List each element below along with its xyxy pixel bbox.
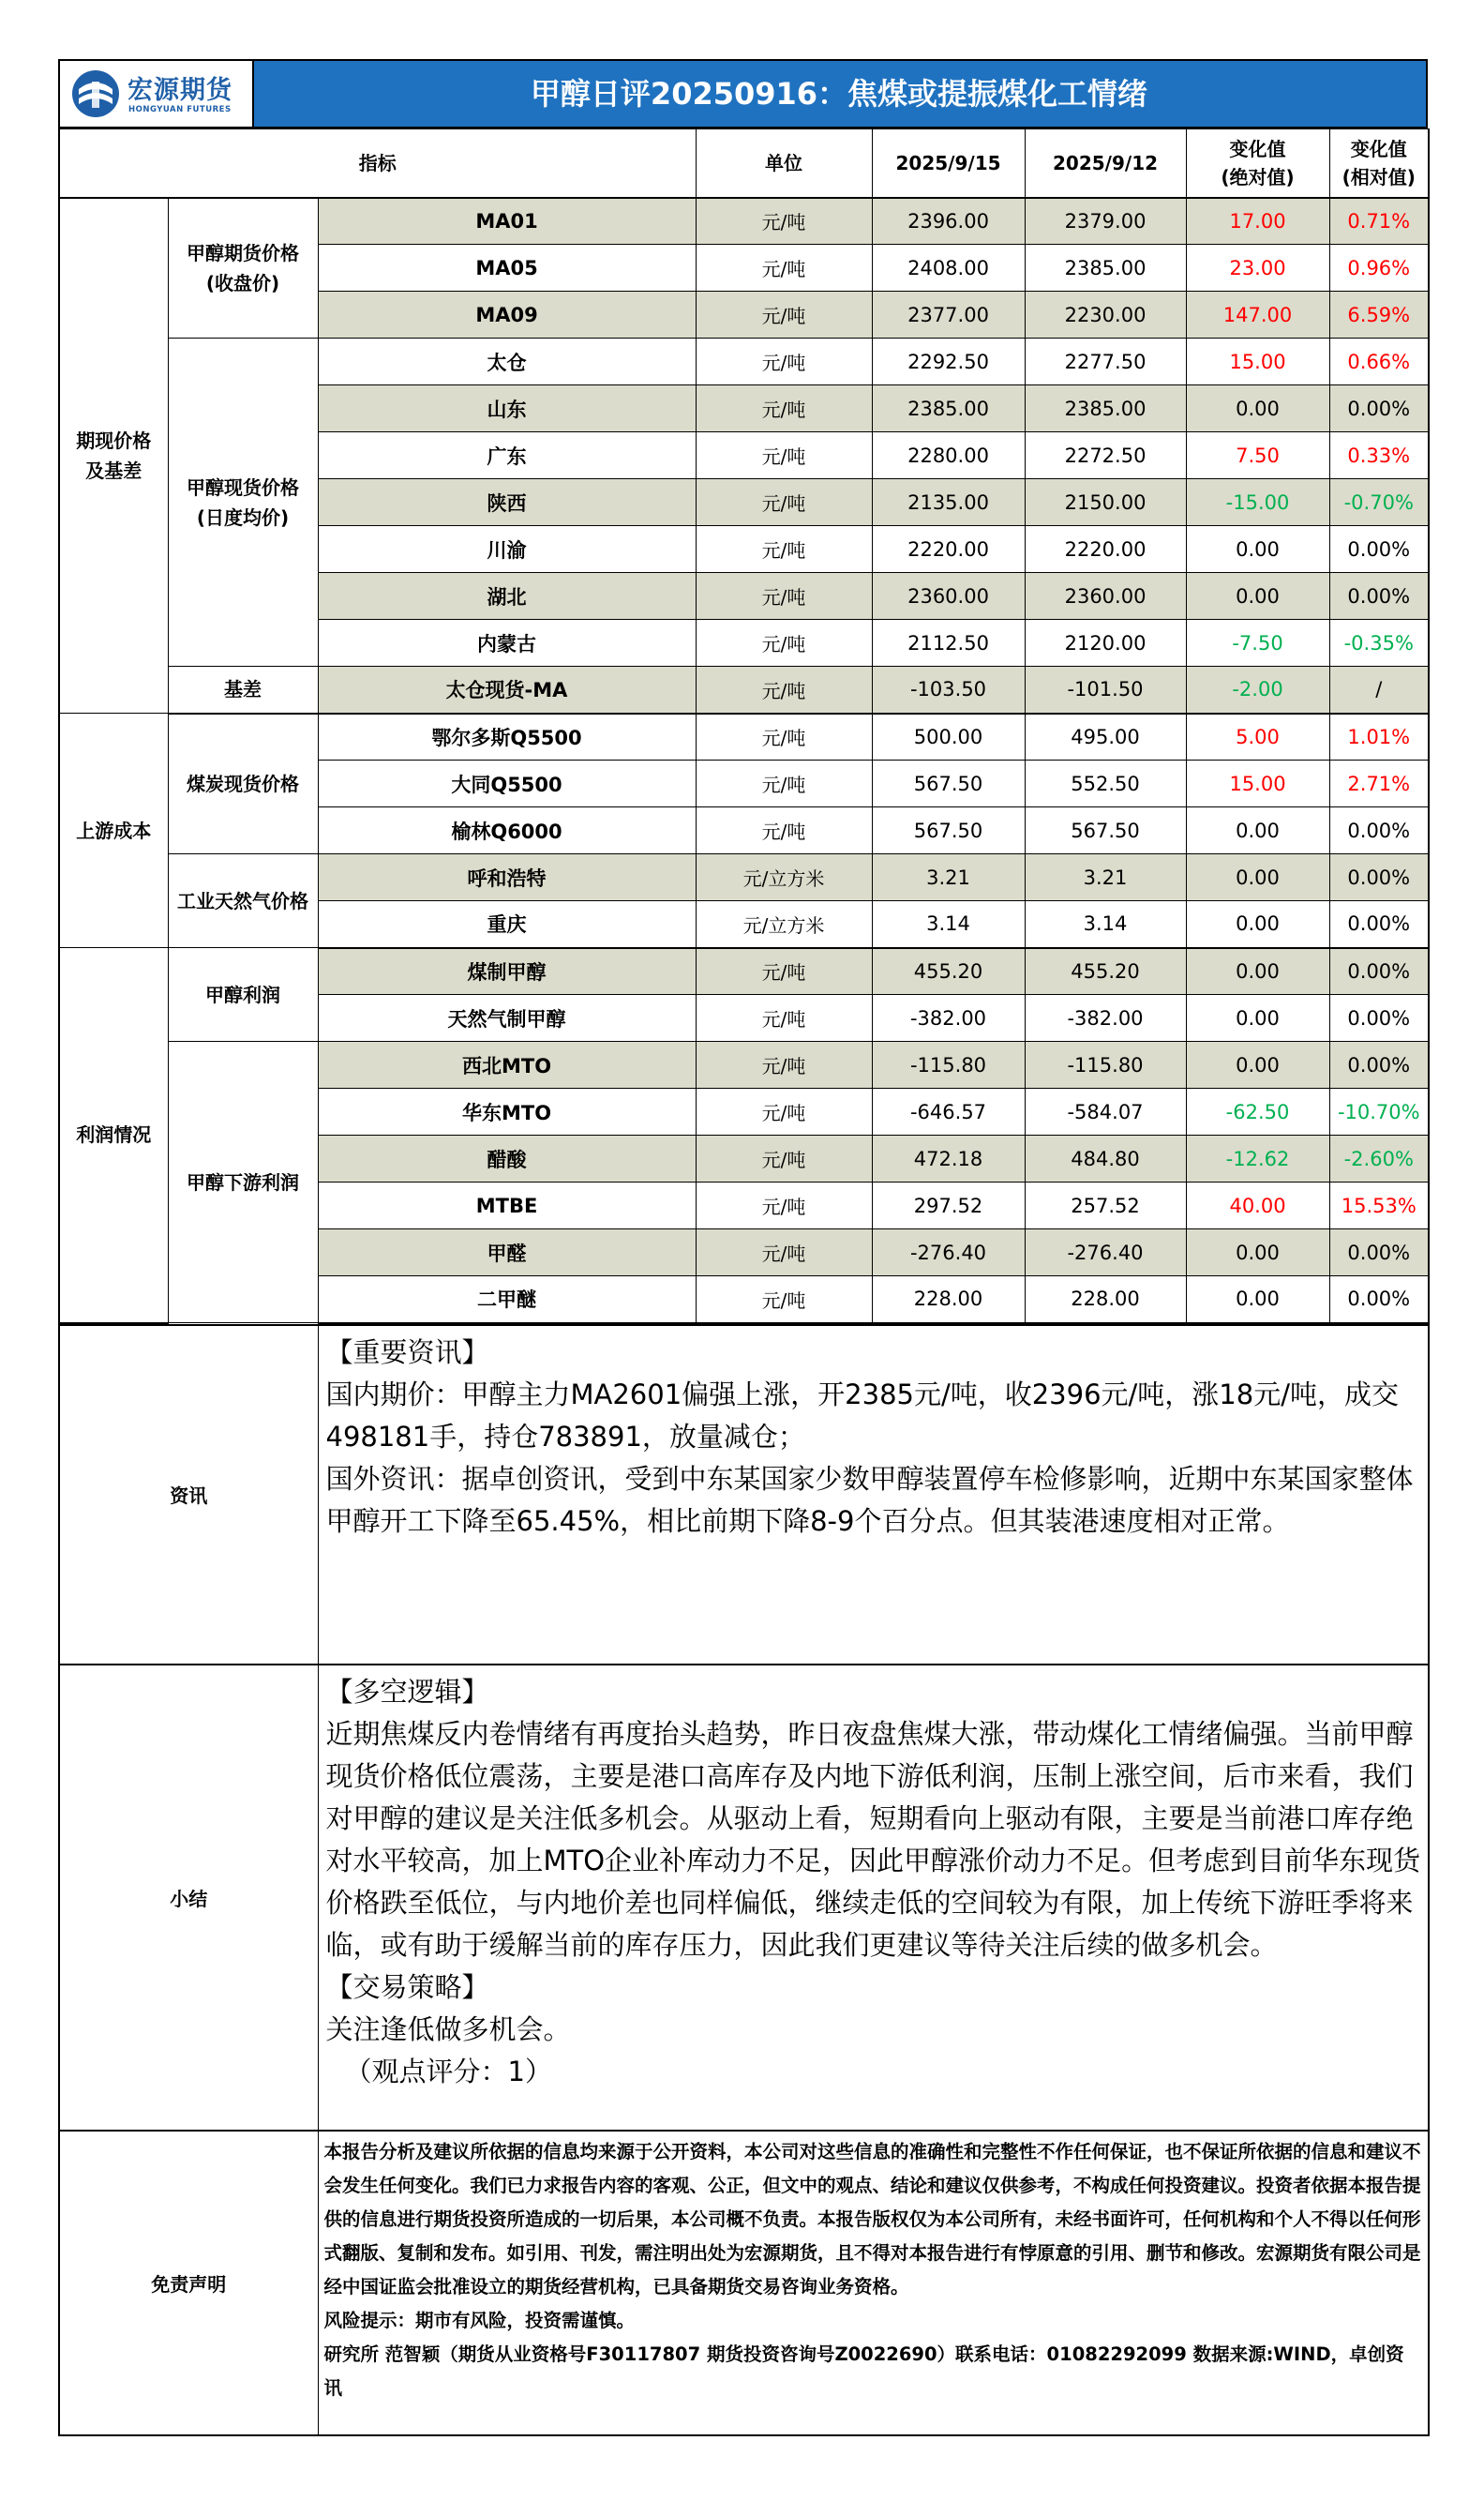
change-rel: 0.00%: [1329, 1276, 1429, 1323]
news-body: [318, 1325, 1429, 1665]
value-date2: 2150.00: [1025, 479, 1186, 526]
change-rel: 15.53%: [1329, 1183, 1429, 1229]
header-date2: 2025/9/12: [1025, 129, 1186, 198]
value-date2: -276.40: [1025, 1229, 1186, 1276]
change-rel: 0.00%: [1329, 995, 1429, 1042]
indicator-name: MA09: [318, 292, 696, 339]
change-abs: 0.00: [1186, 948, 1329, 995]
value-date1: 2377.00: [872, 292, 1025, 339]
table-row: [59, 198, 1429, 245]
value-date2: -382.00: [1025, 995, 1186, 1042]
strategy-text: 关注逢低做多机会。: [325, 2012, 571, 2045]
value-date2: 2120.00: [1025, 620, 1186, 667]
unit-cell: 元/立方米: [696, 901, 872, 948]
disclaimer-label: 免责声明: [59, 2131, 318, 2435]
table-row: [59, 854, 1429, 901]
value-date1: 2396.00: [872, 198, 1025, 245]
change-abs: 0.00: [1186, 995, 1329, 1042]
value-date2: -101.50: [1025, 667, 1186, 714]
value-date1: 2280.00: [872, 432, 1025, 479]
value-date2: 567.50: [1025, 807, 1186, 854]
change-abs: 147.00: [1186, 292, 1329, 339]
change-rel: 2.71%: [1329, 761, 1429, 807]
unit-cell: 元/吨: [696, 620, 872, 667]
header-unit: 单位: [696, 129, 872, 198]
value-date2: 552.50: [1025, 761, 1186, 807]
unit-cell: 元/吨: [696, 1183, 872, 1229]
news-foreign: 国外资讯：据卓创资讯，受到中东某国家少数甲醇装置停车检修影响，近期中东某国家整体甲醇开工下降至65.45%，相比前期下降8-9个百分点。但其装港速度相对正常。: [325, 1462, 1414, 1537]
indicator-name: 煤制甲醇: [318, 948, 696, 995]
header-indicator: 指标: [59, 129, 696, 198]
group-label: 期现价格 及基差: [59, 198, 168, 714]
value-date1: 228.00: [872, 1276, 1025, 1323]
indicator-name: MA01: [318, 198, 696, 245]
change-abs: 0.00: [1186, 573, 1329, 620]
value-date1: -276.40: [872, 1229, 1025, 1276]
summary-label: 小结: [59, 1665, 318, 2131]
change-rel: 0.66%: [1329, 339, 1429, 385]
unit-cell: 元/吨: [696, 1229, 872, 1276]
unit-cell: 元/吨: [696, 807, 872, 854]
table-row: [59, 1042, 1429, 1089]
value-date1: -115.80: [872, 1042, 1025, 1089]
indicator-name: 二甲醚: [318, 1276, 696, 1323]
value-date2: 2360.00: [1025, 573, 1186, 620]
subgroup-label: 甲醇现货价格 (日度均价): [168, 339, 318, 667]
change-rel: 0.00%: [1329, 807, 1429, 854]
news-label: 资讯: [59, 1325, 318, 1665]
indicator-name: 山东: [318, 385, 696, 432]
table-row: [59, 339, 1429, 385]
unit-cell: 元/立方米: [696, 854, 872, 901]
value-date1: 2220.00: [872, 526, 1025, 573]
logic-text: 近期焦煤反内卷情绪有再度抬头趋势，昨日夜盘焦煤大涨，带动煤化工情绪偏强。当前甲醇现货价格低位震荡，主要是港口高库存及内地下游低利润，压制上涨空间，后市来看，我们对甲醇的建议是关注低多机会。从驱动上看，短期看向上驱动有限，主要是当前港口库存绝对水平较高，加上MTO企业补库动力不足，因此甲醇涨价动力不足。但考虑到目前华东现货价格跌至低位，与内地价差也同样偏低，继续走低的空间较为有限，加上传统下游旺季将来临，或有助于缓解当前的库存压力，因此我们更建议等待关注后续的做多机会。: [325, 1717, 1421, 1961]
change-abs: 5.00: [1186, 714, 1329, 761]
value-date2: 2272.50: [1025, 432, 1186, 479]
change-abs: -12.62: [1186, 1136, 1329, 1183]
unit-cell: 元/吨: [696, 479, 872, 526]
subgroup-label: 基差: [168, 667, 318, 714]
unit-cell: 元/吨: [696, 948, 872, 995]
change-rel: -0.35%: [1329, 620, 1429, 667]
change-rel: -10.70%: [1329, 1089, 1429, 1136]
subgroup-label: 甲醇期货价格 (收盘价): [168, 198, 318, 339]
value-date2: 3.21: [1025, 854, 1186, 901]
value-date2: 2277.50: [1025, 339, 1186, 385]
change-abs: 0.00: [1186, 854, 1329, 901]
author-text: 研究所 范智颖（期货从业资格号F30117807 期货投资咨询号Z0022690）联系电话：01082292099 数据来源:WIND，卓创资讯: [323, 2343, 1404, 2399]
change-abs: 15.00: [1186, 339, 1329, 385]
logic-heading: 【多空逻辑】: [325, 1675, 489, 1708]
indicator-name: 大同Q5500: [318, 761, 696, 807]
value-date1: 3.21: [872, 854, 1025, 901]
value-date2: 484.80: [1025, 1136, 1186, 1183]
change-rel: -2.60%: [1329, 1136, 1429, 1183]
strategy-heading: 【交易策略】: [325, 1970, 489, 2003]
hongyuan-logo-icon: [69, 68, 122, 119]
change-rel: -0.70%: [1329, 479, 1429, 526]
subgroup-label: 煤炭现货价格: [168, 714, 318, 854]
group-label: 利润情况: [59, 948, 168, 1323]
indicator-name: MTBE: [318, 1183, 696, 1229]
summary-body: [318, 1665, 1429, 2131]
change-rel: 0.33%: [1329, 432, 1429, 479]
unit-cell: 元/吨: [696, 526, 872, 573]
title-bar: [58, 59, 1428, 128]
value-date2: 3.14: [1025, 901, 1186, 948]
value-date1: 472.18: [872, 1136, 1025, 1183]
value-date2: 455.20: [1025, 948, 1186, 995]
indicator-name: 榆林Q6000: [318, 807, 696, 854]
text-sections: [58, 1324, 1430, 2436]
unit-cell: 元/吨: [696, 292, 872, 339]
value-date1: 567.50: [872, 761, 1025, 807]
change-rel: 0.00%: [1329, 573, 1429, 620]
change-rel: 0.00%: [1329, 1042, 1429, 1089]
unit-cell: 元/吨: [696, 995, 872, 1042]
value-date1: 2112.50: [872, 620, 1025, 667]
value-date1: 297.52: [872, 1183, 1025, 1229]
unit-cell: 元/吨: [696, 245, 872, 292]
value-date2: 228.00: [1025, 1276, 1186, 1323]
indicator-name: 呼和浩特: [318, 854, 696, 901]
unit-cell: 元/吨: [696, 385, 872, 432]
value-date2: 2220.00: [1025, 526, 1186, 573]
unit-cell: 元/吨: [696, 667, 872, 714]
indicator-name: 醋酸: [318, 1136, 696, 1183]
change-abs: 7.50: [1186, 432, 1329, 479]
change-abs: -7.50: [1186, 620, 1329, 667]
indicator-name: 华东MTO: [318, 1089, 696, 1136]
score-text: （观点评分：1）: [344, 2055, 552, 2087]
change-abs: 0.00: [1186, 807, 1329, 854]
risk-text: 风险提示：期市有风险，投资需谨慎。: [323, 2309, 636, 2331]
change-rel: 0.00%: [1329, 526, 1429, 573]
change-rel: 0.71%: [1329, 198, 1429, 245]
change-rel: 0.00%: [1329, 901, 1429, 948]
value-date2: 2385.00: [1025, 385, 1186, 432]
disclaimer-body: [318, 2131, 1429, 2435]
value-date2: 495.00: [1025, 714, 1186, 761]
brand-name-cn: 宏源期货: [127, 76, 232, 105]
unit-cell: 元/吨: [696, 198, 872, 245]
change-rel: 0.00%: [1329, 948, 1429, 995]
disclaimer-text: 本报告分析及建议所依据的信息均来源于公开资料，本公司对这些信息的准确性和完整性不作任何保证，也不保证所依据的信息和建议不会发生任何变化。我们已力求报告内容的客观、公正，但文中的观点、结论和建议仅供参考，不构成任何投资建议。投资者依据本报告提供的信息进行期货投资所造成的一切后果，本公司概不负责。本报告版权仅为本公司所有，未经书面许可，任何机构和个人不得以任何形式翻版、复制和发布。如引用、刊发，需注明出处为宏源期货，且不得对本报告进行有悖原意的引用、删节和修改。宏源期货有限公司是经中国证监会批准设立的期货经营机构，已具备期货交易咨询业务资格。: [323, 2140, 1421, 2298]
value-date1: 455.20: [872, 948, 1025, 995]
value-date2: 2385.00: [1025, 245, 1186, 292]
unit-cell: 元/吨: [696, 761, 872, 807]
change-rel: 1.01%: [1329, 714, 1429, 761]
indicator-name: 天然气制甲醇: [318, 995, 696, 1042]
header-change-rel: 变化值 (相对值): [1329, 129, 1429, 198]
change-abs: 0.00: [1186, 901, 1329, 948]
change-abs: 0.00: [1186, 1229, 1329, 1276]
unit-cell: 元/吨: [696, 432, 872, 479]
value-date2: 2230.00: [1025, 292, 1186, 339]
value-date1: -103.50: [872, 667, 1025, 714]
report-title: 甲醇日评20250916：焦煤或提振煤化工情绪: [530, 76, 1148, 112]
news-heading: 【重要资讯】: [325, 1335, 489, 1368]
value-date1: 567.50: [872, 807, 1025, 854]
change-abs: -62.50: [1186, 1089, 1329, 1136]
change-abs: 0.00: [1186, 526, 1329, 573]
subgroup-label: 甲醇利润: [168, 948, 318, 1042]
value-date1: 2292.50: [872, 339, 1025, 385]
header-date1: 2025/9/15: [872, 129, 1025, 198]
change-rel: 0.00%: [1329, 854, 1429, 901]
change-rel: 0.00%: [1329, 385, 1429, 432]
change-rel: 6.59%: [1329, 292, 1429, 339]
unit-cell: 元/吨: [696, 339, 872, 385]
value-date1: 2360.00: [872, 573, 1025, 620]
indicator-name: 甲醛: [318, 1229, 696, 1276]
header-change-abs: 变化值 (绝对值): [1186, 129, 1329, 198]
indicator-name: 西北MTO: [318, 1042, 696, 1089]
subgroup-label: 甲醇下游利润: [168, 1042, 318, 1323]
indicator-name: 太仓: [318, 339, 696, 385]
change-abs: 23.00: [1186, 245, 1329, 292]
value-date1: 500.00: [872, 714, 1025, 761]
brand-logo: [60, 61, 254, 127]
unit-cell: 元/吨: [696, 714, 872, 761]
change-abs: 0.00: [1186, 1276, 1329, 1323]
change-abs: 17.00: [1186, 198, 1329, 245]
value-date1: -382.00: [872, 995, 1025, 1042]
unit-cell: 元/吨: [696, 1276, 872, 1323]
value-date1: 2135.00: [872, 479, 1025, 526]
unit-cell: 元/吨: [696, 573, 872, 620]
report-sheet: [58, 59, 1428, 2436]
value-date1: 2408.00: [872, 245, 1025, 292]
indicator-name: 重庆: [318, 901, 696, 948]
subgroup-label: 工业天然气价格: [168, 854, 318, 948]
change-rel: /: [1329, 667, 1429, 714]
brand-name-en: HONGYUAN FUTURES: [128, 105, 232, 114]
indicator-name: 陕西: [318, 479, 696, 526]
value-date1: 2385.00: [872, 385, 1025, 432]
indicator-name: 太仓现货-MA: [318, 667, 696, 714]
table-row: [59, 714, 1429, 761]
indicator-name: 川渝: [318, 526, 696, 573]
table-row: [59, 948, 1429, 995]
change-abs: -15.00: [1186, 479, 1329, 526]
value-date1: 3.14: [872, 901, 1025, 948]
group-label: 上游成本: [59, 714, 168, 948]
change-rel: 0.96%: [1329, 245, 1429, 292]
value-date2: -584.07: [1025, 1089, 1186, 1136]
unit-cell: 元/吨: [696, 1042, 872, 1089]
data-table: [58, 128, 1430, 1324]
change-abs: 15.00: [1186, 761, 1329, 807]
value-date2: 2379.00: [1025, 198, 1186, 245]
change-abs: 0.00: [1186, 1042, 1329, 1089]
change-abs: -2.00: [1186, 667, 1329, 714]
value-date2: -115.80: [1025, 1042, 1186, 1089]
value-date2: 257.52: [1025, 1183, 1186, 1229]
indicator-name: 湖北: [318, 573, 696, 620]
indicator-name: 鄂尔多斯Q5500: [318, 714, 696, 761]
change-abs: 40.00: [1186, 1183, 1329, 1229]
news-domestic: 国内期价：甲醇主力MA2601偏强上涨，开2385元/吨，收2396元/吨，涨18元/吨，成交498181手，持仓783891，放量减仓；: [325, 1378, 1399, 1453]
change-rel: 0.00%: [1329, 1229, 1429, 1276]
value-date1: -646.57: [872, 1089, 1025, 1136]
indicator-name: MA05: [318, 245, 696, 292]
indicator-name: 内蒙古: [318, 620, 696, 667]
indicator-name: 广东: [318, 432, 696, 479]
unit-cell: 元/吨: [696, 1136, 872, 1183]
table-row: [59, 667, 1429, 714]
change-abs: 0.00: [1186, 385, 1329, 432]
unit-cell: 元/吨: [696, 1089, 872, 1136]
